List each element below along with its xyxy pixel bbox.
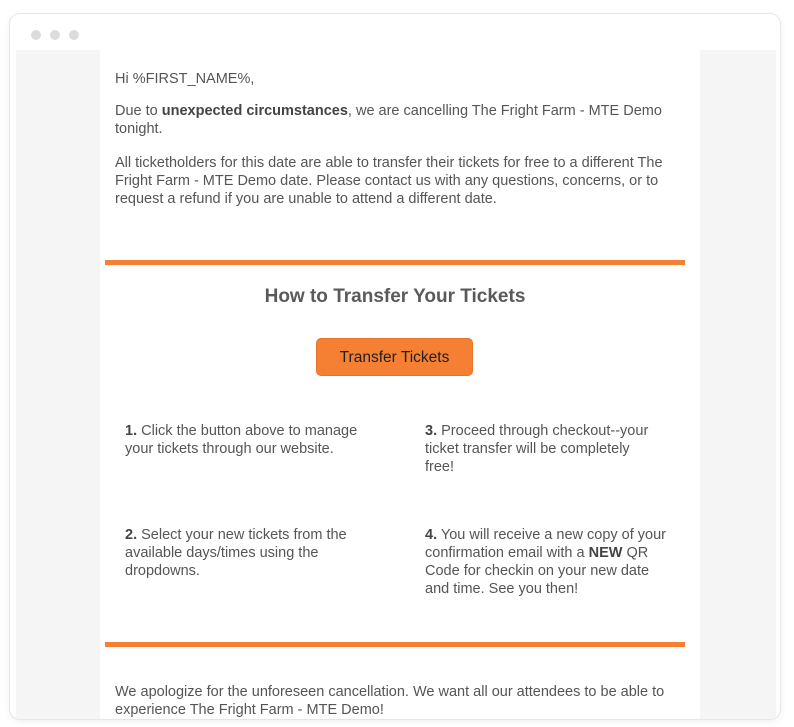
greeting: Hi %FIRST_NAME%, xyxy=(115,71,255,87)
step-3-text: Proceed through checkout--your ticket transfer will be completely free! xyxy=(425,423,649,475)
close-window-dot[interactable] xyxy=(31,30,41,40)
step-4-text-after: QR Code for checkin on your new date and time. See you then! xyxy=(425,545,650,597)
transfer-info-paragraph: All ticketholders for this date are able to transfer their tickets for free to a different The Fright Farm - MTE Demo date. Please contact us with any questions, concerns, or to request a refund if you are unable to attend a different date. xyxy=(115,155,663,207)
step-1-number: 1. xyxy=(125,423,138,439)
step-3 xyxy=(425,422,655,476)
email-body xyxy=(100,50,700,719)
step-2 xyxy=(125,526,375,580)
closing-paragraph: We apologize for the unforeseen cancellation. We want all our attendees to be able to experience The Fright Farm - MTE Demo! xyxy=(115,684,665,718)
maximize-window-dot[interactable] xyxy=(69,30,79,40)
intro-before: Due to xyxy=(115,103,162,119)
divider-top xyxy=(105,260,685,265)
intro-paragraph xyxy=(115,102,663,138)
step-4-number: 4. xyxy=(425,527,438,543)
step-1 xyxy=(125,422,375,458)
step-2-text: Select your new tickets from the available days/times using the dropdowns. xyxy=(125,527,347,579)
step-4-text-before: You will receive a new copy of your confirmation email with a xyxy=(425,527,667,561)
intro-emphasis: unexpected circumstances xyxy=(161,103,348,119)
step-1-text: Click the button above to manage your tickets through our website. xyxy=(125,423,358,457)
intro-after: , we are cancelling The Fright Farm - MTE Demo tonight. xyxy=(115,103,662,137)
step-2-number: 2. xyxy=(125,527,138,543)
minimize-window-dot[interactable] xyxy=(50,30,60,40)
step-4-bold: NEW xyxy=(588,545,623,561)
section-title: How to Transfer Your Tickets xyxy=(264,286,526,307)
title-bar xyxy=(10,14,780,50)
step-3-number: 3. xyxy=(425,423,438,439)
step-4 xyxy=(425,526,675,598)
browser-window xyxy=(10,14,780,719)
email-viewport[interactable] xyxy=(16,50,776,719)
transfer-tickets-button[interactable]: Transfer Tickets xyxy=(316,338,473,376)
divider-bottom xyxy=(105,642,685,647)
